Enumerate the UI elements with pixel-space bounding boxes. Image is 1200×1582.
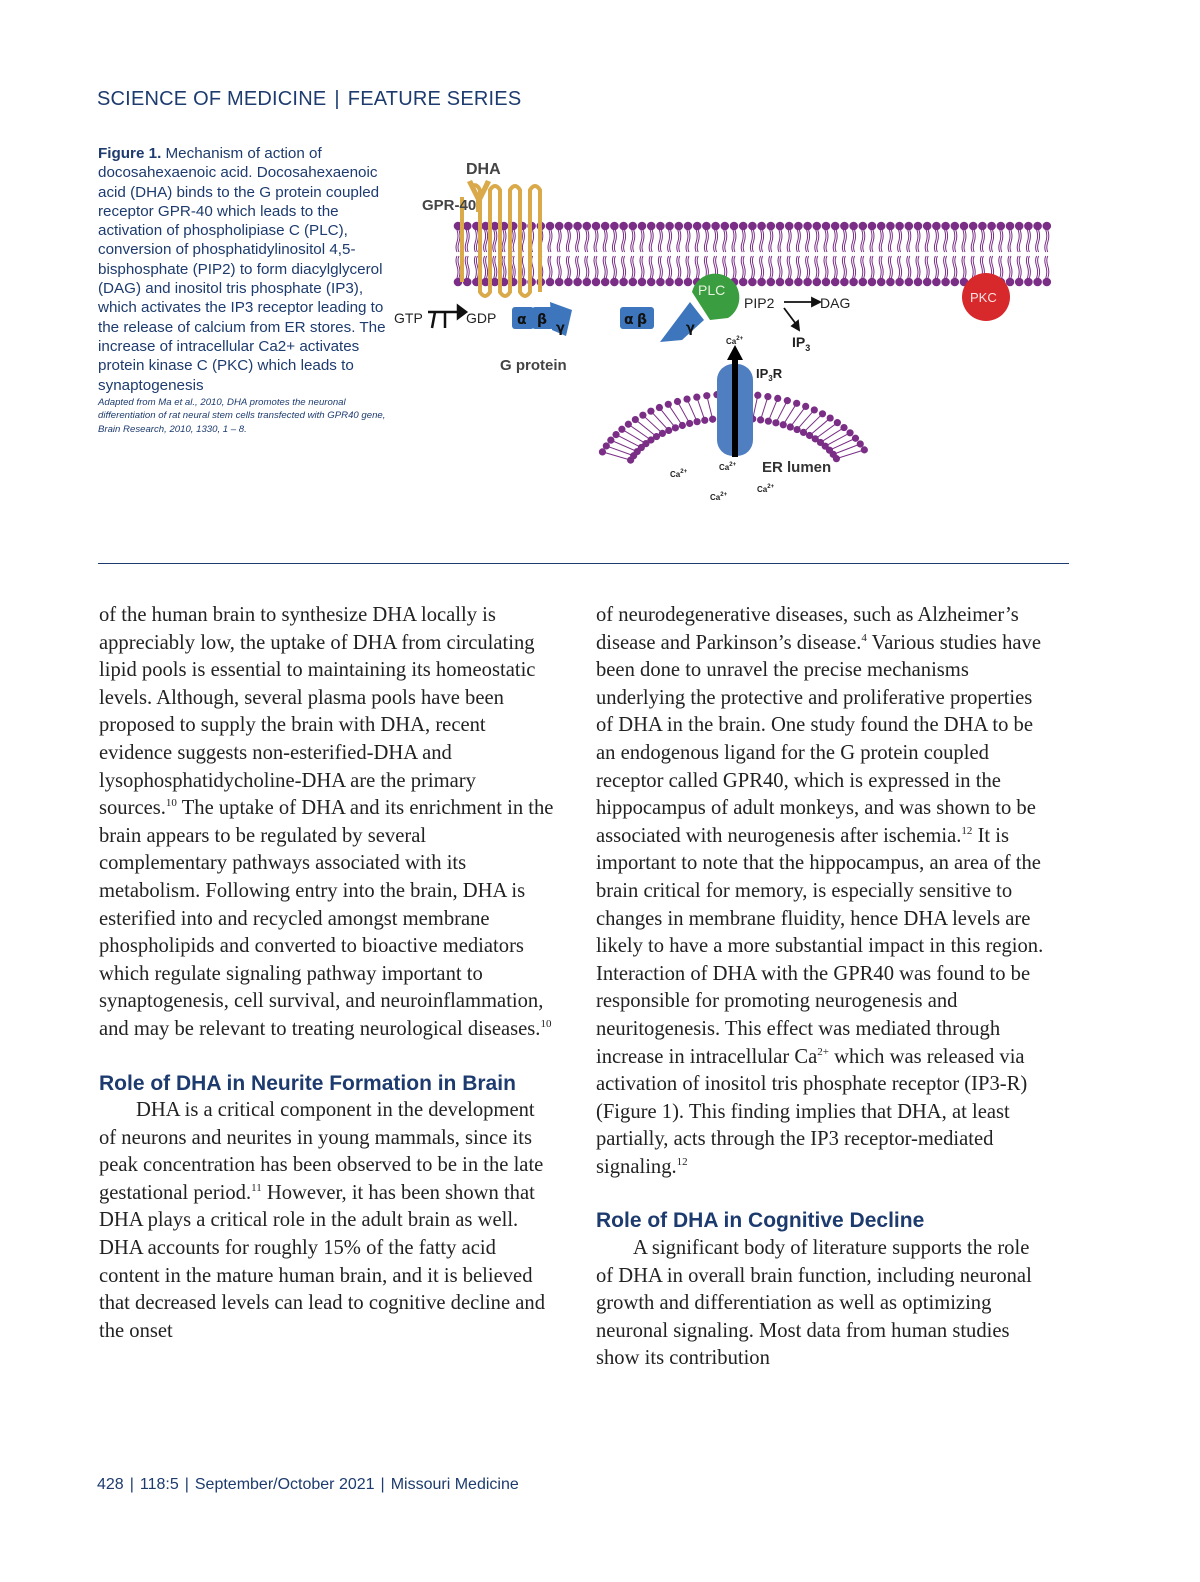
heading-cognitive-decline: Role of DHA in Cognitive Decline: [596, 1209, 925, 1233]
citation-10b: 10: [540, 1017, 552, 1030]
g-protein-complex: [512, 302, 572, 336]
left-paragraph-1: of the human brain to synthesize DHA locally is appreciably low, the uptake of DHA from circulating lipid pools is essential to maintaining its homeostatic levels. Although, several plasma pools have been proposed to supply the brain with DHA, recent evidence suggests non-esterified-DHA and lysophosphatidycholine-DHA are the primary sources.$^{10}$ The uptake of DHA and its enrichment in the brain appears to be regulated by several complementary pathways associated with its metabolism. Following entry into the brain, DHA is esterified into and recycled amongst membrane phospholipids and converted to bioactive mediators which regulate signaling pathway important to synaptogenesis, cell survival, and neuroinflammation, and may be relevant to treating neurological diseases.$^{10}$: [99, 604, 554, 1040]
ip3-label: $IP_3$: [792, 334, 811, 353]
section-divider: [98, 563, 1069, 564]
right-paragraph-2: A significant body of literature supports the role of DHA in overall brain function, including neuronal growth and differentiation as well as optimizing neuronal signaling. Most data from human studies show its contribution: [596, 1237, 1032, 1370]
gtp-label: GTP: [394, 310, 423, 326]
dha-mechanism-diagram: [392, 152, 1072, 512]
free-gamma-label: γ: [686, 321, 695, 336]
left-paragraph-2: DHA is a critical component in the development of neurons and neurites in young mammals, since its peak concentration has been observed to be in the late gestational period.$^{11}$ However, it has been shown that DHA plays a critical role in the adult brain as well. DHA accounts for roughly 15% of the fatty acid content in the mature human brain, and it is believed that decreased levels can lead to cognitive decline and the onset: [99, 1099, 545, 1342]
ip3r-label: $IP_3R$: [756, 366, 783, 383]
g-beta-gamma-subunit: [620, 307, 654, 329]
caption-body: Mechanism of action of docosahexaenoic acid. Docosahexaenoic acid (DHA) binds to the G protein coupled receptor GPR-40 which leads to the activation of phospholipiase C (PLC), conversion of phosphatidylinositol 4,5-bisphosphate (PIP2) to form diacylglycerol (DAG) and inositol tris phosphate (IP3), which activates the IP3 receptor leading to the release of calcium from ER stores. The increase of intracellular Ca2+ activates protein kinase C (PKC) which leads to synaptogenesis: [98, 145, 386, 394]
right-paragraph-1: of neurodegenerative diseases, such as Alzheimer’s disease and Parkinson’s disease.$^4$ Various studies have been done to unravel the precise mechanisms underlying the protective and proliferative properties of DHA in the brain. One study found the DHA to be an endogenous ligand for the G protein coupled receptor called GPR40, which is expressed in the hippocampus of adult monkeys, and was shown to be associated with neurogenesis after ischemia.$^{12}$ It is important to note that the hippocampus, an area of the brain critical for memory, is especially sensitive to changes in membrane fluidity, hence DHA levels are likely to have a more substantial impact in this region. Interaction of DHA with the GPR40 was found to be responsible for promoting neurogenesis and neuritogenesis. This effect was mediated through increase in intracellular $Ca^{2+}$ which was released via activation of inositol tris phosphate receptor (IP3-R) (Figure 1). This finding implies that DHA, at least partially, acts through the IP3 receptor-mediated signaling.$^{12}$: [596, 604, 1044, 1178]
dha-label: DHA: [466, 161, 501, 178]
page-footer: 428 | 118:5 | September/October 2021 | Missouri Medicine: [97, 1476, 519, 1493]
gdp-label: GDP: [466, 310, 497, 326]
plasma-membrane: [454, 222, 1051, 287]
ca-ion-cytosol: $Ca^{2+}$: [726, 336, 744, 346]
ca-ion-3: $Ca^{2+}$: [710, 492, 728, 502]
citation-11: 11: [251, 1181, 262, 1194]
header-section: SCIENCE OF MEDICINE: [97, 88, 327, 110]
page-number: 428: [97, 1476, 124, 1493]
right-column: [596, 602, 1051, 1373]
citation-12b: 12: [676, 1155, 688, 1168]
g-alpha-subunit: [660, 302, 704, 342]
left-column: [99, 602, 554, 1345]
g-gamma-label: γ: [556, 321, 565, 336]
pip2-to-dag-arrow: [784, 298, 820, 330]
volume-issue: 118:5: [139, 1476, 179, 1493]
ca-ion-2: $Ca^{2+}$: [719, 462, 737, 472]
free-beta-label: β: [637, 312, 648, 328]
pip2-label: PIP2: [744, 295, 775, 311]
citation-4: 4: [861, 631, 867, 644]
heading-neurite-formation: Role of DHA in Neurite Formation in Brain: [99, 1071, 516, 1095]
citation-10a: 10: [165, 797, 177, 810]
er-lumen-label: ER lumen: [762, 459, 832, 476]
plc-label: PLC: [698, 282, 726, 298]
ca-ion-1: $Ca^{2+}$: [670, 469, 688, 479]
ip3-receptor: [717, 345, 753, 457]
gpr40-label: GPR-40: [422, 197, 477, 214]
g-beta-label: β: [537, 312, 548, 328]
ca-superscript: 2+: [817, 1045, 829, 1058]
issue-date: September/October 2021: [194, 1476, 375, 1493]
gtp-gdp-exchange-arrow: [428, 306, 466, 328]
figure-caption: [98, 144, 390, 436]
g-alpha-label: α: [517, 312, 527, 328]
pkc-label: PKC: [970, 290, 997, 305]
ca-ion-4: $Ca^{2+}$: [757, 484, 775, 494]
journal-name: Missouri Medicine: [390, 1476, 519, 1493]
g-protein-label: G protein: [500, 357, 567, 374]
figure-credit: Adapted from Ma et al., 2010, DHA promotes the neuronal differentiation of rat neural stem cells transfected with GPR40 gene, Brain Research, 2010, 1330, 1 – 8.: [98, 396, 386, 435]
caption-text: [98, 144, 390, 395]
running-header: [97, 88, 521, 111]
citation-12a: 12: [961, 824, 973, 837]
header-series: FEATURE SERIES: [347, 88, 522, 110]
free-alpha-label: α: [624, 312, 634, 328]
dag-label: DAG: [820, 295, 851, 311]
figure-label: Figure 1.: [98, 145, 162, 162]
header-separator: |: [334, 88, 340, 110]
pkc-enzyme: [962, 273, 1010, 321]
